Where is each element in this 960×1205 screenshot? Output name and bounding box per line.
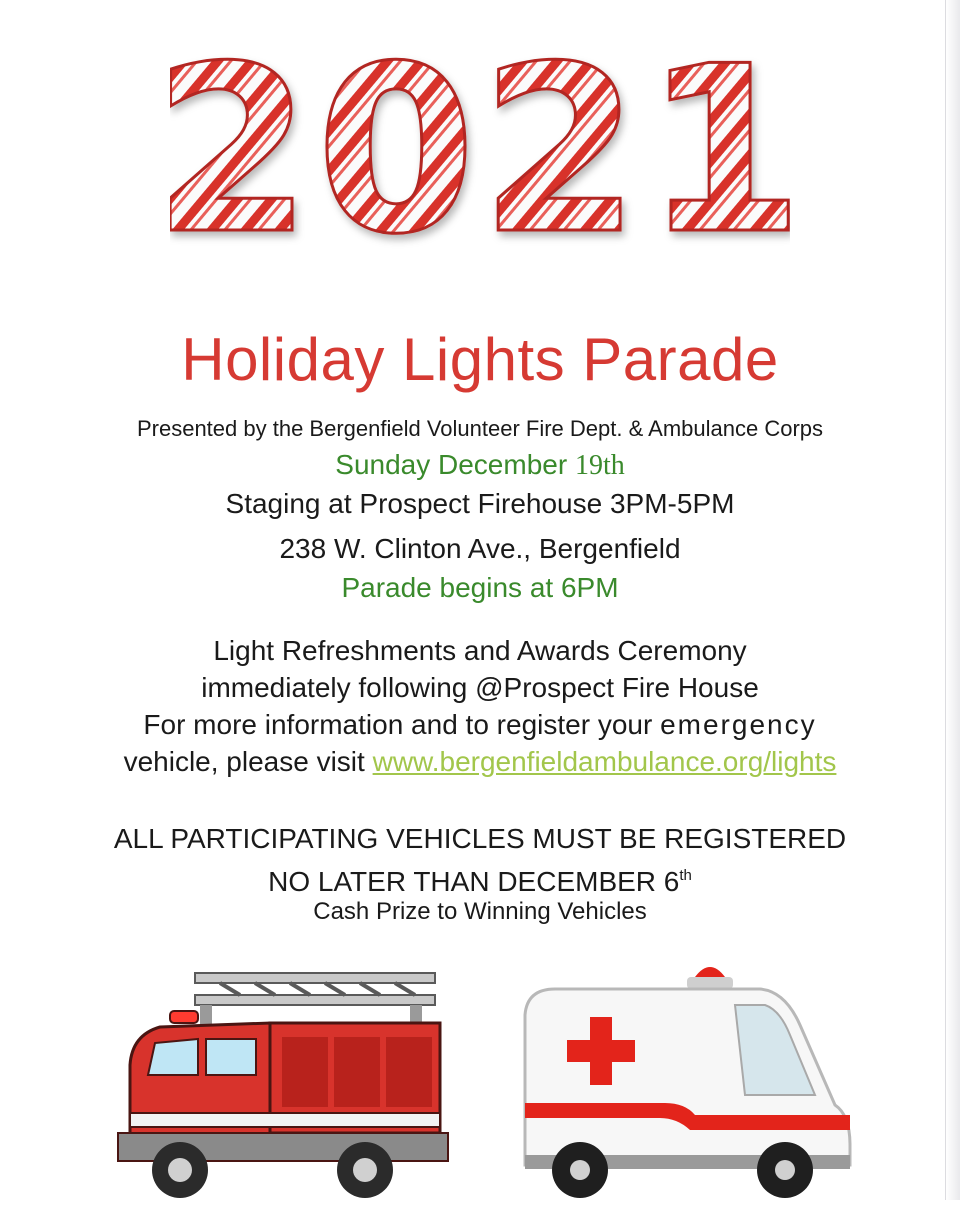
info-line-3a: For more information and to register your bbox=[143, 709, 661, 740]
parade-start: Parade begins at 6PM bbox=[341, 572, 619, 603]
registration-notice bbox=[0, 820, 960, 900]
info-block bbox=[0, 632, 960, 780]
year-text: 2021 bbox=[170, 30, 790, 270]
info-line-3b: emergency bbox=[660, 709, 817, 740]
staging-info: Staging at Prospect Firehouse 3PM-5PM bbox=[225, 488, 735, 519]
info-line-2: immediately following @Prospect Fire House bbox=[201, 672, 759, 703]
event-date bbox=[0, 449, 960, 482]
date-prefix: Sunday December bbox=[335, 449, 575, 480]
date-day: 19th bbox=[574, 450, 625, 481]
cash-prize: Cash Prize to Winning Vehicles bbox=[313, 898, 647, 925]
ambulance-icon bbox=[515, 955, 860, 1205]
address: 238 W. Clinton Ave., Bergenfield bbox=[279, 533, 681, 564]
registration-deadline: NO LATER THAN DECEMBER 6 bbox=[268, 866, 680, 897]
fire-truck-icon bbox=[110, 965, 450, 1205]
presented-by: Presented by the Bergenfield Volunteer Fire Dept. & Ambulance Corps bbox=[136, 416, 824, 441]
info-line-1: Light Refreshments and Awards Ceremony bbox=[213, 635, 747, 666]
candy-cane-year-graphic bbox=[170, 30, 790, 270]
registration-line-1: ALL PARTICIPATING VEHICLES MUST BE REGISTERED bbox=[113, 823, 847, 854]
info-line-4-text: vehicle, please visit bbox=[123, 746, 373, 777]
page-title: Holiday Lights Parade bbox=[181, 326, 779, 393]
registration-link[interactable]: www.bergenfieldambulance.org/lights bbox=[372, 746, 837, 777]
registration-line-2 bbox=[0, 857, 960, 900]
info-line-3 bbox=[0, 706, 960, 743]
info-line-4 bbox=[0, 743, 960, 780]
registration-sup: th bbox=[679, 867, 692, 884]
